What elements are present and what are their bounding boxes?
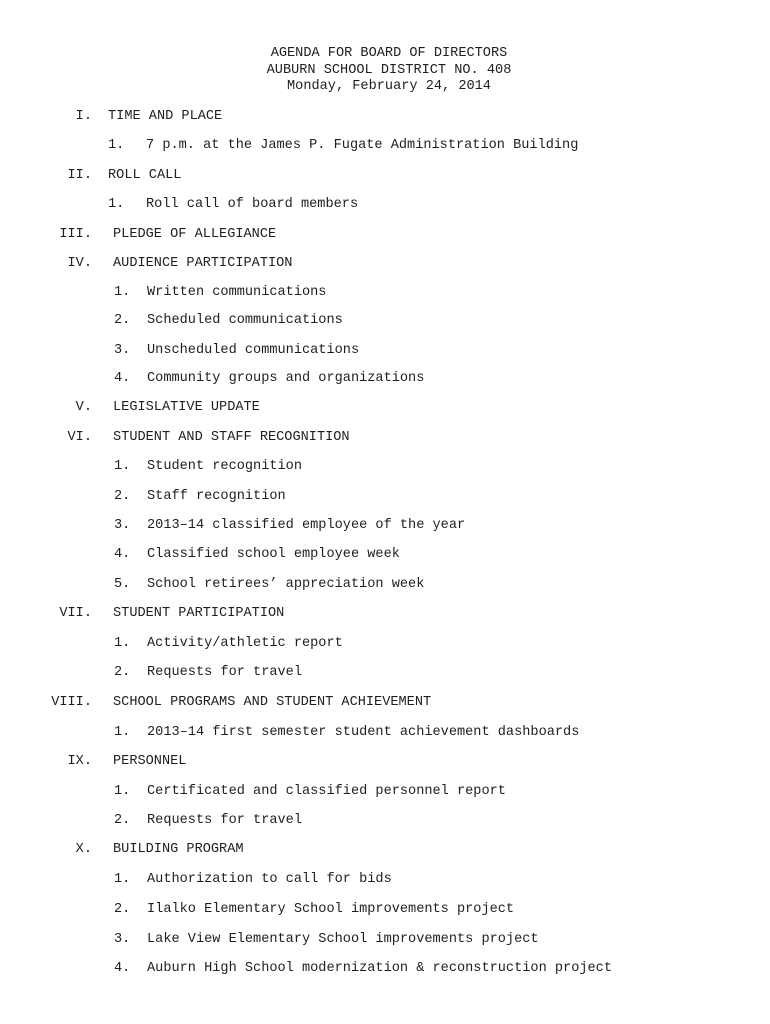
agenda-item: Roll call of board members: [146, 197, 359, 212]
section-heading: STUDENT PARTICIPATION: [113, 606, 285, 621]
agenda-item: Student recognition: [147, 459, 302, 474]
section-heading: STUDENT AND STAFF RECOGNITION: [113, 430, 350, 445]
agenda-item: Staff recognition: [147, 489, 286, 504]
section-heading: PERSONNEL: [113, 754, 187, 769]
agenda-item: Ilalko Elementary School improvements project: [147, 902, 515, 917]
agenda-item-number: 4.: [114, 371, 131, 386]
section-heading: ROLL CALL: [108, 168, 182, 183]
section-heading: AUDIENCE PARTICIPATION: [113, 256, 293, 271]
agenda-item: Certificated and classified personnel report: [147, 784, 506, 799]
section-numeral: VII.: [59, 606, 92, 621]
agenda-item: Lake View Elementary School improvements project: [147, 932, 539, 947]
agenda-item-number: 2.: [114, 489, 131, 504]
agenda-item-number: 1.: [108, 197, 125, 212]
section-numeral: II.: [67, 168, 92, 183]
agenda-item-number: 3.: [114, 932, 131, 947]
section-numeral: III.: [59, 227, 92, 242]
agenda-item: 2013–14 classified employee of the year: [147, 518, 466, 533]
agenda-item-number: 1.: [108, 138, 125, 153]
agenda-item-number: 2.: [114, 313, 131, 328]
agenda-item-number: 1.: [114, 725, 131, 740]
agenda-item: Auburn High School modernization & reconstruction project: [147, 961, 612, 976]
section-heading: PLEDGE OF ALLEGIANCE: [113, 227, 277, 242]
section-heading: SCHOOL PROGRAMS AND STUDENT ACHIEVEMENT: [113, 695, 432, 710]
agenda-item-number: 2.: [114, 813, 131, 828]
agenda-item: Requests for travel: [147, 665, 302, 680]
section-heading: BUILDING PROGRAM: [113, 842, 244, 857]
agenda-item: Authorization to call for bids: [147, 872, 392, 887]
section-heading: LEGISLATIVE UPDATE: [113, 400, 260, 415]
agenda-item: School retirees’ appreciation week: [147, 577, 425, 592]
agenda-title: AGENDA FOR BOARD OF DIRECTORS: [270, 46, 508, 61]
section-numeral: X.: [75, 842, 92, 857]
section-numeral: IX.: [67, 754, 92, 769]
section-heading: TIME AND PLACE: [108, 109, 223, 124]
agenda-item: Unscheduled communications: [147, 343, 360, 358]
agenda-item-number: 2.: [114, 902, 131, 917]
agenda-item-number: 1.: [114, 285, 131, 300]
agenda-item-number: 4.: [114, 961, 131, 976]
agenda-item-number: 5.: [114, 577, 131, 592]
agenda-item: Requests for travel: [147, 813, 302, 828]
agenda-item-number: 1.: [114, 784, 131, 799]
agenda-item: Scheduled communications: [147, 313, 343, 328]
agenda-item-number: 1.: [114, 636, 131, 651]
agenda-item: 2013–14 first semester student achievement dashboards: [147, 725, 580, 740]
section-numeral: V.: [75, 400, 92, 415]
agenda-item-number: 3.: [114, 343, 131, 358]
agenda-item-number: 1.: [114, 872, 131, 887]
section-numeral: IV.: [67, 256, 92, 271]
district-name: AUBURN SCHOOL DISTRICT NO. 408: [266, 63, 512, 78]
section-numeral: VI.: [67, 430, 92, 445]
agenda-item: Activity/athletic report: [147, 636, 343, 651]
agenda-item: 7 p.m. at the James P. Fugate Administration Building: [146, 138, 579, 153]
agenda-item: Written communications: [147, 285, 327, 300]
section-numeral: I.: [75, 109, 92, 124]
agenda-item-number: 4.: [114, 547, 131, 562]
meeting-date: Monday, February 24, 2014: [287, 79, 491, 94]
section-numeral: VIII.: [51, 695, 92, 710]
agenda-item-number: 3.: [114, 518, 131, 533]
agenda-item-number: 1.: [114, 459, 131, 474]
agenda-item: Community groups and organizations: [147, 371, 425, 386]
agenda-item: Classified school employee week: [147, 547, 400, 562]
agenda-item-number: 2.: [114, 665, 131, 680]
